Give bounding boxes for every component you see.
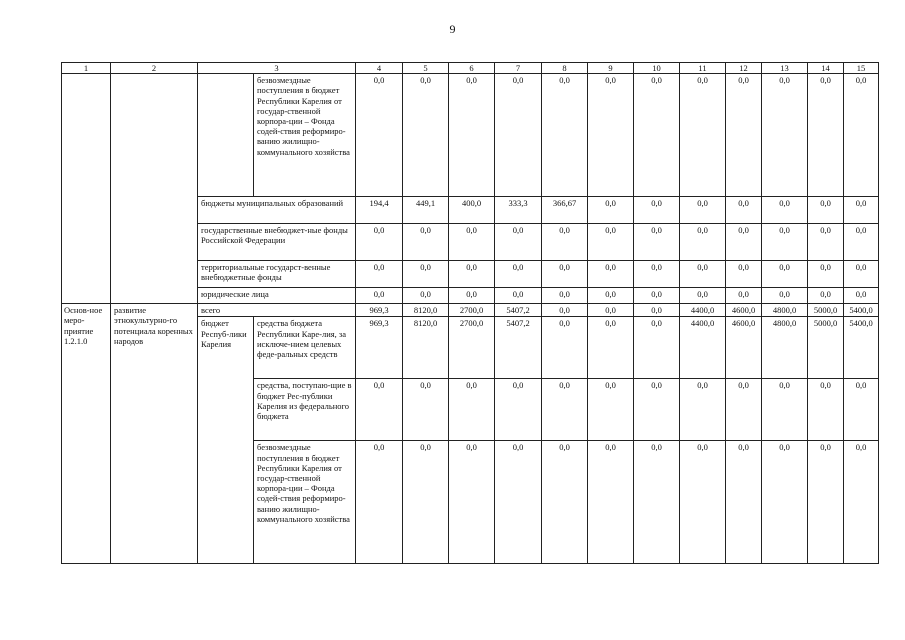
value-cell: 0,0 — [680, 261, 726, 288]
header-cell: 3 — [198, 63, 356, 74]
value-cell: 0,0 — [588, 197, 634, 224]
value-cell: 4400,0 — [680, 317, 726, 379]
header-cell: 5 — [403, 63, 449, 74]
value-cell: 0,0 — [542, 304, 588, 317]
value-cell: 0,0 — [449, 441, 495, 564]
value-cell: 0,0 — [542, 379, 588, 441]
value-cell: 0,0 — [844, 288, 879, 304]
value-cell: 0,0 — [680, 197, 726, 224]
value-cell: 0,0 — [844, 379, 879, 441]
value-cell: 0,0 — [588, 379, 634, 441]
value-cell: 0,0 — [356, 224, 403, 261]
header-cell: 13 — [762, 63, 808, 74]
value-cell: 4400,0 — [680, 304, 726, 317]
value-cell: 0,0 — [403, 441, 449, 564]
value-cell: 5000,0 — [808, 304, 844, 317]
value-cell: 0,0 — [726, 197, 762, 224]
page-number: 9 — [449, 22, 456, 36]
value-cell: 0,0 — [356, 261, 403, 288]
value-cell: 0,0 — [495, 441, 542, 564]
value-cell: 2700,0 — [449, 304, 495, 317]
value-cell: 0,0 — [680, 379, 726, 441]
value-cell: 0,0 — [542, 288, 588, 304]
value-cell: 5400,0 — [844, 317, 879, 379]
value-cell: 0,0 — [762, 288, 808, 304]
value-cell: 0,0 — [634, 74, 680, 197]
source-label: государственные внебюджет-ные фонды Российской Федерации — [198, 224, 356, 261]
budget-table — [61, 62, 879, 564]
value-cell: 0,0 — [588, 74, 634, 197]
program-name-cell: развитие этнокультурно-го потенциала коренных народов — [111, 304, 198, 564]
value-cell: 969,3 — [356, 304, 403, 317]
value-cell: 0,0 — [588, 261, 634, 288]
source-label: юридические лица — [198, 288, 356, 304]
value-cell: 0,0 — [634, 261, 680, 288]
value-cell: 0,0 — [808, 441, 844, 564]
header-row — [62, 63, 879, 74]
table-row — [62, 304, 879, 317]
value-cell: 0,0 — [403, 288, 449, 304]
header-cell: 15 — [844, 63, 879, 74]
value-cell: 0,0 — [762, 261, 808, 288]
header-cell: 7 — [495, 63, 542, 74]
value-cell: 0,0 — [762, 224, 808, 261]
source-label: всего — [198, 304, 356, 317]
value-cell: 0,0 — [356, 288, 403, 304]
value-cell: 0,0 — [726, 74, 762, 197]
value-cell: 2700,0 — [449, 317, 495, 379]
header-cell: 4 — [356, 63, 403, 74]
source-label: средства, поступаю-щие в бюджет Рес-публики Карелия из федерального бюджета — [254, 379, 356, 441]
value-cell: 0,0 — [844, 224, 879, 261]
source-group-cell — [198, 74, 254, 197]
value-cell: 4600,0 — [726, 317, 762, 379]
value-cell: 0,0 — [356, 74, 403, 197]
value-cell: 0,0 — [449, 288, 495, 304]
value-cell: 0,0 — [542, 441, 588, 564]
value-cell: 0,0 — [634, 197, 680, 224]
value-cell: 0,0 — [356, 441, 403, 564]
value-cell: 0,0 — [495, 224, 542, 261]
value-cell: 194,4 — [356, 197, 403, 224]
value-cell: 0,0 — [542, 74, 588, 197]
value-cell: 0,0 — [449, 74, 495, 197]
value-cell: 0,0 — [588, 317, 634, 379]
value-cell: 0,0 — [634, 304, 680, 317]
value-cell: 0,0 — [588, 441, 634, 564]
value-cell: 0,0 — [495, 74, 542, 197]
program-name-cell — [111, 74, 198, 304]
header-cell: 11 — [680, 63, 726, 74]
value-cell: 4600,0 — [726, 304, 762, 317]
value-cell: 0,0 — [634, 317, 680, 379]
value-cell: 400,0 — [449, 197, 495, 224]
value-cell: 969,3 — [356, 317, 403, 379]
value-cell: 0,0 — [588, 288, 634, 304]
value-cell: 0,0 — [356, 379, 403, 441]
value-cell: 333,3 — [495, 197, 542, 224]
program-cell: Основ-ное меро-приятие 1.2.1.0 — [62, 304, 111, 564]
value-cell: 0,0 — [726, 224, 762, 261]
value-cell: 0,0 — [634, 441, 680, 564]
source-label: безвозмездные поступления в бюджет Республики Карелия от государ-ственной корпора-ции – Фонда содей-ствия реформиро-ванию жилищно-коммунального хозяйства — [254, 74, 356, 197]
value-cell: 449,1 — [403, 197, 449, 224]
value-cell: 0,0 — [844, 197, 879, 224]
header-cell: 12 — [726, 63, 762, 74]
header-cell: 9 — [588, 63, 634, 74]
source-label: средства бюджета Республики Каре-лия, за исключе-нием целевых феде-ральных средств — [254, 317, 356, 379]
value-cell: 0,0 — [449, 224, 495, 261]
value-cell: 0,0 — [449, 379, 495, 441]
value-cell: 0,0 — [762, 441, 808, 564]
value-cell: 0,0 — [726, 288, 762, 304]
value-cell: 0,0 — [495, 379, 542, 441]
value-cell: 0,0 — [403, 379, 449, 441]
value-cell: 0,0 — [542, 224, 588, 261]
value-cell: 0,0 — [680, 441, 726, 564]
value-cell: 8120,0 — [403, 304, 449, 317]
value-cell: 8120,0 — [403, 317, 449, 379]
value-cell: 0,0 — [403, 224, 449, 261]
value-cell: 0,0 — [844, 261, 879, 288]
value-cell: 0,0 — [808, 74, 844, 197]
header-cell: 6 — [449, 63, 495, 74]
value-cell: 0,0 — [403, 261, 449, 288]
value-cell: 0,0 — [726, 261, 762, 288]
value-cell: 5000,0 — [808, 317, 844, 379]
value-cell: 4800,0 — [762, 304, 808, 317]
source-label: территориальные государст-венные внебюджетные фонды — [198, 261, 356, 288]
header-cell: 2 — [111, 63, 198, 74]
value-cell: 0,0 — [808, 261, 844, 288]
value-cell: 0,0 — [762, 379, 808, 441]
value-cell: 0,0 — [762, 197, 808, 224]
value-cell: 0,0 — [634, 224, 680, 261]
value-cell: 0,0 — [588, 304, 634, 317]
value-cell: 0,0 — [726, 441, 762, 564]
value-cell: 0,0 — [449, 261, 495, 288]
value-cell: 0,0 — [680, 224, 726, 261]
value-cell: 0,0 — [495, 261, 542, 288]
value-cell: 0,0 — [588, 224, 634, 261]
value-cell: 4800,0 — [762, 317, 808, 379]
value-cell: 0,0 — [680, 288, 726, 304]
value-cell: 0,0 — [403, 74, 449, 197]
value-cell: 0,0 — [808, 379, 844, 441]
value-cell: 0,0 — [762, 74, 808, 197]
header-cell: 10 — [634, 63, 680, 74]
value-cell: 5400,0 — [844, 304, 879, 317]
program-cell — [62, 74, 111, 304]
value-cell: 0,0 — [808, 288, 844, 304]
source-group-cell: бюджет Респуб-лики Карелия — [198, 317, 254, 564]
value-cell: 0,0 — [844, 441, 879, 564]
value-cell: 0,0 — [726, 379, 762, 441]
value-cell: 0,0 — [808, 197, 844, 224]
value-cell: 0,0 — [542, 261, 588, 288]
value-cell: 5407,2 — [495, 317, 542, 379]
source-label: бюджеты муниципальных образований — [198, 197, 356, 224]
value-cell: 5407,2 — [495, 304, 542, 317]
value-cell: 0,0 — [634, 288, 680, 304]
source-label: безвозмездные поступления в бюджет Республики Карелия от государ-ственной корпора-ции – Фонда содей-ствия реформиро-ванию жилищно-коммунального хозяйства — [254, 441, 356, 564]
header-cell: 14 — [808, 63, 844, 74]
value-cell: 366,67 — [542, 197, 588, 224]
value-cell: 0,0 — [634, 379, 680, 441]
value-cell: 0,0 — [542, 317, 588, 379]
value-cell: 0,0 — [495, 288, 542, 304]
value-cell: 0,0 — [680, 74, 726, 197]
header-cell: 1 — [62, 63, 111, 74]
header-cell: 8 — [542, 63, 588, 74]
value-cell: 0,0 — [844, 74, 879, 197]
table-row — [62, 74, 879, 197]
value-cell: 0,0 — [808, 224, 844, 261]
